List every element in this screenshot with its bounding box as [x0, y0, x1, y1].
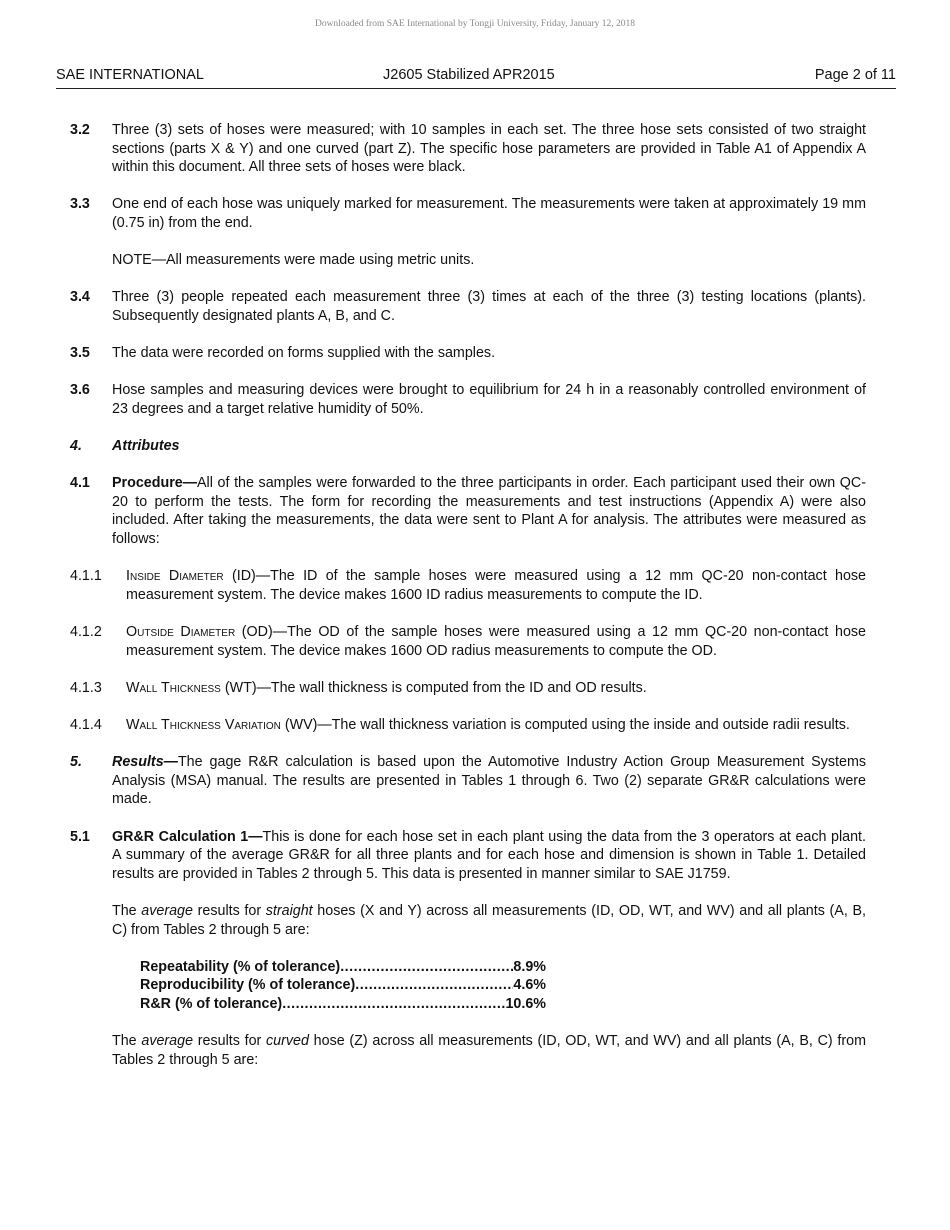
- section-text: (OD)—The OD of the sample hoses were measured using a 12 mm QC-20 non-contact hose measurement system. The device makes 1600 OD radius measurements to compute the OD.: [126, 624, 866, 659]
- note-metric-units: NOTE—All measurements were made using metric units.: [112, 252, 475, 269]
- section-text: (WT)—The wall thickness is computed from the ID and OD results.: [220, 679, 647, 696]
- section-number: 5.: [70, 754, 82, 771]
- curved-hose-intro: [70, 1032, 866, 1069]
- section-4-1-4: [70, 716, 866, 735]
- section-number: 4.1: [70, 475, 90, 492]
- section-text: All of the samples were forwarded to the three participants in order. Each participant used their own QC-20 to perform the tests. The form for recording the measurements and test instructions (Appendix A) were also included. After taking the measurements, the data were sent to Plant A for analysis. The attributes were measured as follows:: [112, 475, 866, 548]
- section-text: (WV)—The wall thickness variation is computed using the inside and outside radii results.: [280, 717, 850, 733]
- result-label: R&R (% of tolerance): [140, 995, 283, 1012]
- download-watermark: Downloaded from SAE International by Tongji University, Friday, January 12, 2018: [314, 19, 636, 29]
- attribute-name: Inside Diameter: [126, 568, 224, 585]
- intro-emphasis: straight: [265, 902, 313, 919]
- section-number: 3.4: [70, 289, 90, 306]
- intro-emphasis: average: [141, 902, 193, 919]
- section-number: 4.1.1: [70, 568, 102, 585]
- page-header: [56, 66, 896, 89]
- intro-text: hoses (X and Y) across all measurements (ID, OD, WT, and WV) and all plants (A, B, C) from Tables 2 through 5 are:: [112, 902, 866, 938]
- section-4-heading: [70, 437, 866, 456]
- section-number: 3.2: [70, 122, 90, 138]
- section-text: One end of each hose was uniquely marked for measurement. The measurements were taken at approximately 19 mm (0.75 in) from the end.: [112, 196, 866, 231]
- attribute-name: Wall Thickness Variation: [126, 717, 281, 733]
- header-page-number: Page 2 of 11: [814, 67, 896, 83]
- leader-dots: [340, 958, 513, 977]
- result-label: Repeatability (% of tolerance): [140, 958, 341, 975]
- section-4-1-3: [70, 679, 866, 698]
- section-text: This is done for each hose set in each plant using the data from the 3 operators at each plant. A summary of the average GR&R for all three plants and for each hose and dimension is shown in Table 1. Detailed results are provided in Tables 2 through 5. This data is presented in manner similar to SAE J1759.: [112, 828, 866, 882]
- section-number: 3.6: [70, 382, 90, 399]
- section-3-3: [70, 195, 866, 232]
- section-3-6: [70, 381, 866, 418]
- document-body: [70, 121, 866, 1088]
- intro-text: hose (Z) across all measurements (ID, OD, WT, and WV) and all plants (A, B, C) from Tables 2 through 5 are:: [112, 1033, 867, 1068]
- section-number: 5.1: [70, 828, 90, 845]
- straight-results-list: [70, 958, 866, 1014]
- intro-text: results for: [192, 902, 266, 919]
- result-label: Reproducibility (% of tolerance): [140, 977, 356, 994]
- section-number: 4.1.4: [70, 717, 102, 733]
- result-row-reproducibility: [140, 976, 546, 995]
- attribute-name: Outside Diameter: [126, 624, 236, 641]
- leader-dots: [282, 995, 505, 1014]
- section-text: (ID)—The ID of the sample hoses were measured using a 12 mm QC-20 non-contact hose measurement system. The device makes 1600 ID radius measurements to compute the ID.: [126, 568, 867, 603]
- section-number: 3.5: [70, 345, 90, 362]
- intro-text: results for: [193, 1033, 267, 1050]
- result-row-repeatability: [140, 958, 546, 977]
- leader-dots: [355, 976, 513, 995]
- result-value: 8.9%: [513, 958, 546, 975]
- section-lead: Procedure—: [112, 475, 198, 492]
- section-4-1-2: [70, 623, 866, 660]
- intro-text: The: [112, 1033, 142, 1050]
- section-3-2: [70, 121, 866, 177]
- section-lead: GR&R Calculation 1—: [112, 828, 263, 845]
- section-text: The data were recorded on forms supplied with the samples.: [112, 345, 496, 362]
- section-5-1: [70, 828, 866, 884]
- result-value: 4.6%: [513, 977, 546, 994]
- section-lead: Results—: [112, 754, 178, 771]
- attribute-name: Wall Thickness: [126, 679, 221, 696]
- section-text: Hose samples and measuring devices were brought to equilibrium for 24 h in a reasonably controlled environment of 23 degrees and a target relative humidity of 50%.: [112, 382, 866, 417]
- section-3-5: [70, 344, 866, 363]
- section-text: Three (3) sets of hoses were measured; with 10 samples in each set. The three hose sets consisted of two straight sections (parts X & Y) and one curved (part Z). The specific hose parameters are provided in Table A1 of Appendix A within this document. All three sets of hoses were black.: [112, 122, 866, 176]
- section-4-1-1: [70, 567, 866, 604]
- header-organization: SAE INTERNATIONAL: [56, 67, 204, 83]
- section-number: 4.1.2: [70, 624, 102, 641]
- section-3-4: [70, 288, 866, 325]
- intro-text: The: [112, 902, 142, 919]
- section-text: Three (3) people repeated each measurement three (3) times at each of the three (3) testing locations (plants). Subsequently designated plants A, B, and C.: [112, 289, 866, 324]
- section-title: Attributes: [112, 438, 180, 455]
- section-number: 4.1.3: [70, 679, 102, 696]
- section-5: [70, 753, 866, 809]
- section-text: The gage R&R calculation is based upon the Automotive Industry Action Group Measurement Systems Analysis (MSA) manual. The results are presented in Tables 1 through 6. Two (2) separate GR&R calculations were made.: [112, 754, 866, 808]
- straight-hoses-intro: [70, 902, 866, 939]
- header-document-id: J2605 Stabilized APR2015: [383, 67, 555, 83]
- section-number: 3.3: [70, 196, 90, 213]
- result-row-r-and-r: [140, 995, 546, 1014]
- intro-emphasis: average: [141, 1033, 194, 1050]
- intro-emphasis: curved: [266, 1033, 309, 1050]
- section-number: 4.: [70, 438, 82, 455]
- section-4-1: [70, 474, 866, 548]
- result-value: 10.6%: [505, 995, 546, 1012]
